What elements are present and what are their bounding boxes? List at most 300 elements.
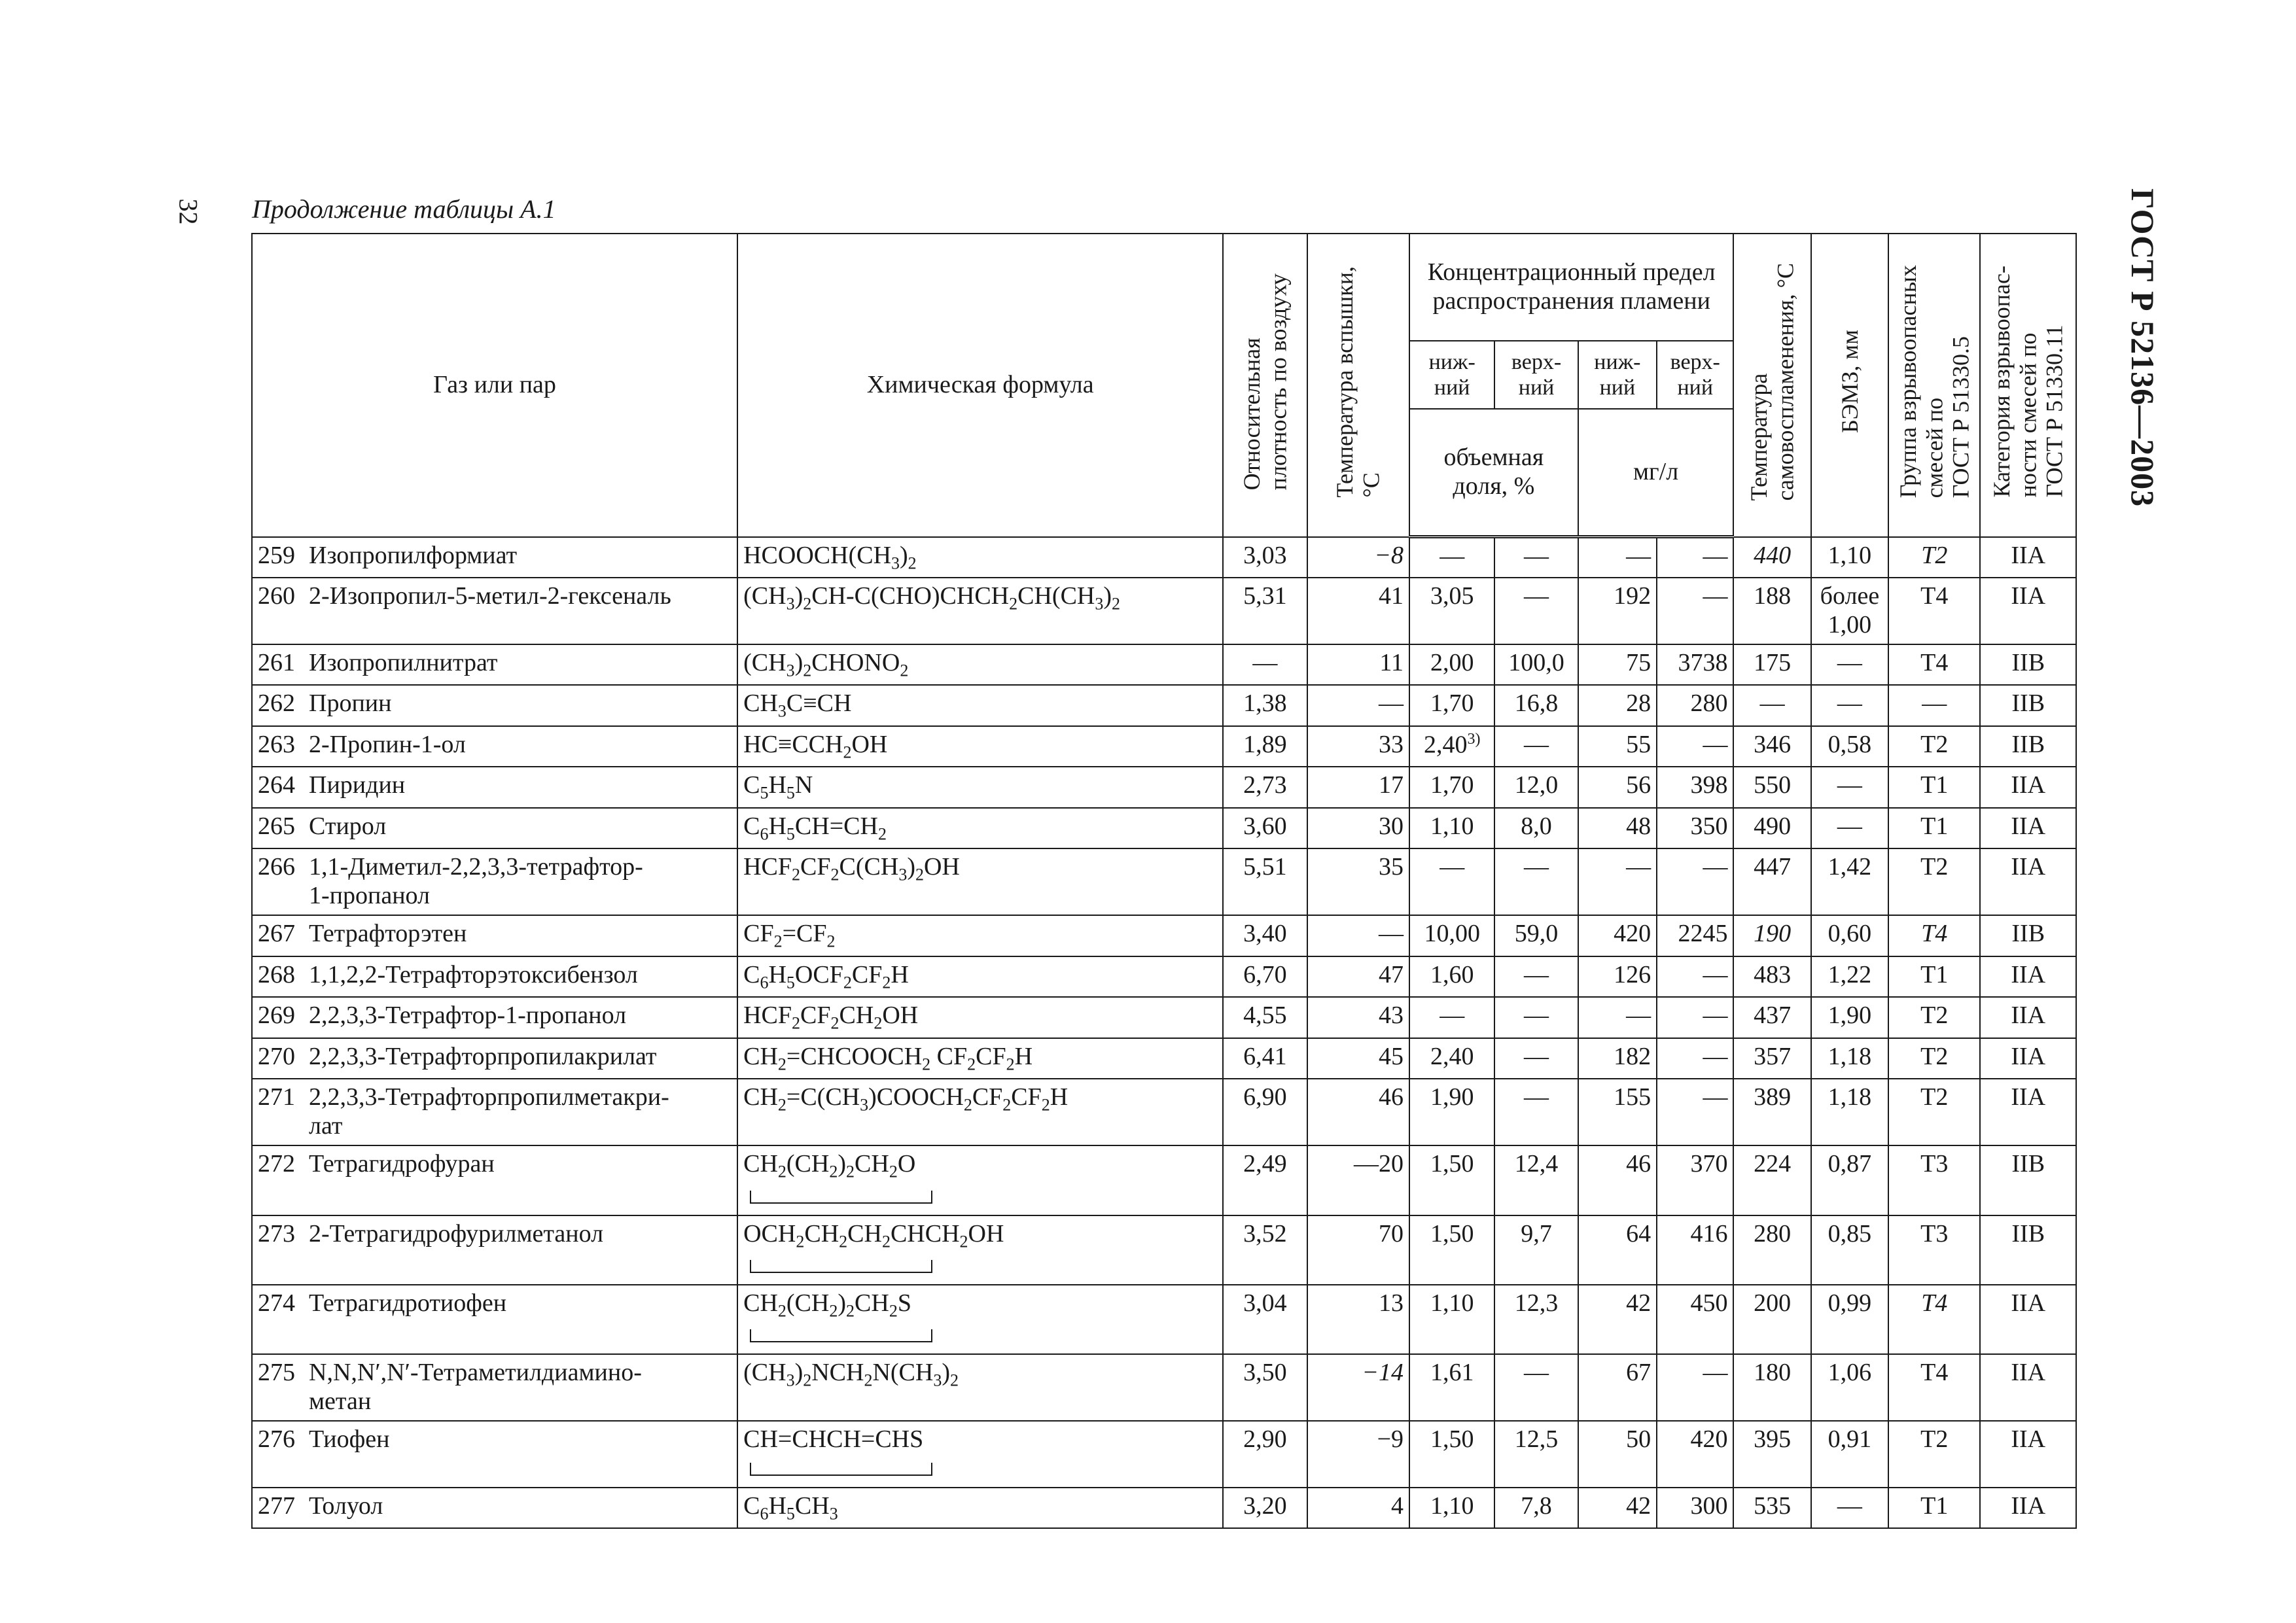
formula-text: $(CH_3)_2CHONO_2$ bbox=[743, 648, 909, 680]
bemz-cell bbox=[1811, 848, 1888, 915]
lower-vol-cell-value: 1,90 bbox=[1430, 1083, 1474, 1111]
upper-vol-cell-value: — bbox=[1524, 1042, 1549, 1070]
bemz-cell bbox=[1811, 537, 1888, 578]
density-cell-value: 3,03 bbox=[1243, 541, 1287, 569]
upper-mgl-cell bbox=[1657, 1421, 1733, 1488]
formula-text: $(CH_3)_2CH-C(CHO)CHCH_2CH(CH_3)_2$ bbox=[743, 582, 1121, 614]
row-number: 273 bbox=[258, 1219, 295, 1248]
autoignition-cell bbox=[1733, 1488, 1810, 1528]
category-cell-value: IIB bbox=[2011, 648, 2045, 676]
autoignition-cell bbox=[1733, 848, 1810, 915]
autoignition-cell-value: 175 bbox=[1754, 648, 1792, 676]
autoignition-cell-value: — bbox=[1759, 689, 1785, 718]
density-cell-value: 6,90 bbox=[1243, 1083, 1287, 1111]
header-category-text: Категория взрывоопас- ности смесей по ГОСТ Р 51330.11 bbox=[1988, 266, 2068, 498]
upper-vol-cell-value: 12,3 bbox=[1514, 1289, 1559, 1317]
flash-point-cell-value: 43 bbox=[1379, 1002, 1404, 1030]
row-number: 262 bbox=[258, 689, 295, 718]
lower-vol-cell-value: 1,50 bbox=[1430, 1425, 1474, 1453]
lower-vol-cell bbox=[1409, 915, 1494, 956]
row-number: 268 bbox=[258, 960, 295, 988]
autoignition-cell bbox=[1733, 726, 1810, 767]
category-cell-value: IIB bbox=[2011, 1219, 2045, 1248]
density-cell bbox=[1223, 1038, 1307, 1079]
formula-cell bbox=[737, 1354, 1223, 1421]
flash-point-cell-value: 33 bbox=[1379, 730, 1404, 758]
flash-point-cell bbox=[1307, 1145, 1409, 1215]
ring-bracket-icon bbox=[750, 1260, 932, 1273]
density-cell bbox=[1223, 644, 1307, 685]
gas-name bbox=[258, 920, 732, 949]
gas-name bbox=[258, 771, 732, 800]
density-cell-value: 2,90 bbox=[1243, 1425, 1287, 1453]
lower-vol-cell bbox=[1409, 1145, 1494, 1215]
upper-mgl-cell bbox=[1657, 1215, 1733, 1285]
formula-text: $C_6H_5CH=CH_2$ bbox=[743, 812, 887, 844]
gas-name-cell bbox=[252, 1354, 737, 1421]
upper-vol-cell bbox=[1494, 1038, 1578, 1079]
gas-name-text: Тетрафторэтен bbox=[309, 920, 467, 948]
bemz-cell bbox=[1811, 1215, 1888, 1285]
upper-mgl-cell-value: — bbox=[1703, 853, 1728, 881]
formula-cell bbox=[737, 578, 1223, 644]
density-cell bbox=[1223, 808, 1307, 848]
autoignition-cell bbox=[1733, 685, 1810, 725]
formula-cell bbox=[737, 1079, 1223, 1145]
flash-point-cell-value: 11 bbox=[1379, 648, 1404, 676]
flash-point-cell bbox=[1307, 1421, 1409, 1488]
lower-mgl-cell-value: 55 bbox=[1626, 730, 1651, 758]
upper-vol-cell bbox=[1494, 1215, 1578, 1285]
formula-cell bbox=[737, 915, 1223, 956]
page-number: 32 bbox=[173, 198, 203, 225]
upper-mgl-cell-value: 350 bbox=[1690, 812, 1728, 840]
group-cell-value: T3 bbox=[1920, 1150, 1949, 1178]
header-autoignition-text: Температура самовоспламенения, °С bbox=[1746, 262, 1799, 501]
autoignition-cell-value: 280 bbox=[1754, 1219, 1792, 1248]
upper-vol-cell-value: 100,0 bbox=[1508, 648, 1564, 676]
gas-name-cell bbox=[252, 915, 737, 956]
density-cell-value: 3,60 bbox=[1243, 812, 1287, 840]
table-row bbox=[252, 1079, 2076, 1145]
density-cell-value: 3,20 bbox=[1243, 1492, 1287, 1520]
flash-point-cell bbox=[1307, 1285, 1409, 1354]
lower-vol-cell bbox=[1409, 1079, 1494, 1145]
flash-point-cell-value: — bbox=[1379, 689, 1404, 718]
lower-vol-cell-value: 10,00 bbox=[1424, 920, 1480, 948]
group-cell bbox=[1888, 1215, 1980, 1285]
header-formula: Химическая формула bbox=[737, 234, 1223, 537]
lower-mgl-cell-value: 182 bbox=[1614, 1042, 1651, 1070]
upper-vol-cell bbox=[1494, 767, 1578, 807]
density-cell-value: 3,50 bbox=[1243, 1358, 1287, 1386]
group-cell-value: — bbox=[1922, 689, 1947, 718]
gas-name-cell bbox=[252, 685, 737, 725]
upper-mgl-cell-value: 3738 bbox=[1678, 648, 1728, 676]
category-cell bbox=[1980, 997, 2076, 1038]
category-cell bbox=[1980, 1285, 2076, 1354]
lower-mgl-cell-value: — bbox=[1626, 853, 1651, 881]
category-cell-value: IIA bbox=[2011, 853, 2046, 881]
upper-mgl-cell bbox=[1657, 956, 1733, 997]
gas-name bbox=[258, 689, 732, 718]
formula-cell bbox=[737, 1145, 1223, 1215]
table-row bbox=[252, 644, 2076, 685]
lower-vol-cell bbox=[1409, 997, 1494, 1038]
upper-vol-cell-value: 8,0 bbox=[1521, 812, 1552, 840]
density-cell bbox=[1223, 1285, 1307, 1354]
autoignition-cell-value: 188 bbox=[1754, 582, 1792, 610]
flash-point-cell-value: — bbox=[1379, 920, 1404, 948]
autoignition-cell bbox=[1733, 1215, 1810, 1285]
bemz-cell bbox=[1811, 578, 1888, 644]
group-cell bbox=[1888, 848, 1980, 915]
formula-cell bbox=[737, 767, 1223, 807]
table-row bbox=[252, 997, 2076, 1038]
category-cell-value: IIB bbox=[2011, 689, 2045, 718]
formula-cell bbox=[737, 1038, 1223, 1079]
gas-name-text: 2,2,3,3-Тетрафтор-1-пропанол bbox=[309, 1002, 627, 1030]
lower-mgl-cell bbox=[1578, 767, 1657, 807]
autoignition-cell bbox=[1733, 915, 1810, 956]
category-cell bbox=[1980, 1354, 2076, 1421]
lower-vol-cell bbox=[1409, 537, 1494, 578]
gas-name bbox=[258, 582, 732, 611]
upper-vol-cell-value: 16,8 bbox=[1514, 689, 1559, 718]
bemz-cell bbox=[1811, 1079, 1888, 1145]
bemz-cell-value: 1,42 bbox=[1828, 853, 1872, 881]
autoignition-cell bbox=[1733, 644, 1810, 685]
formula-text: $C_6H_5CH_3$ bbox=[743, 1492, 838, 1524]
lower-vol-cell bbox=[1409, 1038, 1494, 1079]
upper-mgl-cell-value: — bbox=[1703, 960, 1728, 988]
header-gas: Газ или пар bbox=[252, 234, 737, 537]
formula-text: CH=CHCH=CHS bbox=[743, 1425, 924, 1453]
row-number: 274 bbox=[258, 1289, 295, 1317]
category-cell bbox=[1980, 1215, 2076, 1285]
category-cell-value: IIA bbox=[2011, 1358, 2046, 1386]
flash-point-cell-value: 46 bbox=[1379, 1083, 1404, 1111]
gas-name-text: 2-Тетрагидрофурилметанол bbox=[309, 1219, 604, 1248]
category-cell bbox=[1980, 956, 2076, 997]
gas-name-cell bbox=[252, 767, 737, 807]
lower-mgl-cell bbox=[1578, 537, 1657, 578]
bemz-cell-value: более 1,00 bbox=[1820, 582, 1880, 638]
autoignition-cell-value: 437 bbox=[1754, 1002, 1792, 1030]
upper-vol-cell bbox=[1494, 956, 1578, 997]
group-cell bbox=[1888, 1285, 1980, 1354]
category-cell-value: IIA bbox=[2011, 582, 2046, 610]
density-cell bbox=[1223, 1079, 1307, 1145]
group-cell bbox=[1888, 1145, 1980, 1215]
autoignition-cell-value: 346 bbox=[1754, 730, 1792, 758]
upper-vol-cell bbox=[1494, 848, 1578, 915]
lower-mgl-cell-value: 155 bbox=[1614, 1083, 1651, 1111]
bemz-cell-value: — bbox=[1837, 648, 1862, 676]
gas-name bbox=[258, 812, 732, 841]
gas-name-text: N,N,N′,N′-Тетраметилдиамино- метан bbox=[309, 1358, 642, 1415]
bemz-cell-value: — bbox=[1837, 689, 1862, 718]
lower-vol-cell-value: 1,61 bbox=[1430, 1358, 1474, 1386]
group-cell bbox=[1888, 915, 1980, 956]
header-density-text: Относительная плотность по воздуху bbox=[1239, 273, 1292, 491]
upper-mgl-cell bbox=[1657, 1079, 1733, 1145]
group-cell-value: T4 bbox=[1921, 920, 1948, 948]
upper-mgl-cell-value: 398 bbox=[1690, 771, 1728, 799]
autoignition-cell bbox=[1733, 767, 1810, 807]
category-cell bbox=[1980, 726, 2076, 767]
gas-name-cell bbox=[252, 956, 737, 997]
header-lower-mgl: ниж- ний bbox=[1578, 341, 1657, 409]
flash-point-cell bbox=[1307, 1354, 1409, 1421]
density-cell-value: 3,04 bbox=[1243, 1289, 1287, 1317]
table-row bbox=[252, 848, 2076, 915]
upper-mgl-cell bbox=[1657, 1354, 1733, 1421]
upper-vol-cell-value: — bbox=[1524, 1002, 1549, 1030]
flash-point-cell-value: —20 bbox=[1354, 1150, 1404, 1178]
formula-text: $C_5H_5N$ bbox=[743, 771, 813, 803]
flash-point-cell bbox=[1307, 808, 1409, 848]
lower-vol-cell-value: — bbox=[1439, 853, 1465, 881]
upper-vol-cell-value: — bbox=[1524, 853, 1549, 881]
lower-vol-cell bbox=[1409, 956, 1494, 997]
flash-point-cell bbox=[1307, 915, 1409, 956]
upper-mgl-cell bbox=[1657, 1488, 1733, 1528]
row-number: 270 bbox=[258, 1042, 295, 1070]
autoignition-cell bbox=[1733, 578, 1810, 644]
lower-vol-cell bbox=[1409, 1285, 1494, 1354]
formula-text: $CH_2(CH_2)_2CH_2O$ bbox=[743, 1150, 916, 1181]
flash-point-cell-value: −14 bbox=[1362, 1358, 1404, 1386]
lower-mgl-cell-value: 192 bbox=[1614, 582, 1651, 610]
lower-vol-cell bbox=[1409, 767, 1494, 807]
autoignition-cell-value: 447 bbox=[1754, 853, 1792, 881]
lower-vol-cell-value: 1,10 bbox=[1430, 1492, 1474, 1520]
lower-vol-cell-footnote: 3) bbox=[1467, 730, 1481, 748]
header-bemz-text: БЭМЗ, мм bbox=[1836, 330, 1863, 434]
gas-name-text: Изопропилнитрат bbox=[309, 648, 498, 676]
formula-cell bbox=[737, 808, 1223, 848]
upper-mgl-cell bbox=[1657, 1285, 1733, 1354]
autoignition-cell bbox=[1733, 997, 1810, 1038]
density-cell-value: 1,89 bbox=[1243, 730, 1287, 758]
lower-vol-cell bbox=[1409, 1421, 1494, 1488]
gas-name-cell bbox=[252, 537, 737, 578]
bemz-cell bbox=[1811, 685, 1888, 725]
formula-text: $(CH_3)_2NCH_2N(CH_3)_2$ bbox=[743, 1358, 959, 1390]
category-cell bbox=[1980, 578, 2076, 644]
upper-mgl-cell bbox=[1657, 578, 1733, 644]
gas-name-cell bbox=[252, 1079, 737, 1145]
lower-mgl-cell-value: 75 bbox=[1626, 648, 1651, 676]
bemz-cell-value: 1,90 bbox=[1828, 1002, 1872, 1030]
lower-mgl-cell bbox=[1578, 1354, 1657, 1421]
lower-vol-cell-value: 3,05 bbox=[1430, 582, 1474, 610]
lower-vol-cell-value: — bbox=[1439, 1002, 1465, 1030]
upper-mgl-cell-value: — bbox=[1703, 1042, 1728, 1070]
upper-vol-cell bbox=[1494, 1079, 1578, 1145]
row-number: 266 bbox=[258, 853, 295, 881]
group-cell-value: T2 bbox=[1920, 1042, 1949, 1070]
formula-text: $CH_3C\equiv CH$ bbox=[743, 689, 852, 722]
gas-name-text: Стирол bbox=[309, 812, 387, 840]
lower-mgl-cell bbox=[1578, 915, 1657, 956]
lower-vol-cell-value: 2,40 bbox=[1423, 731, 1468, 759]
category-cell bbox=[1980, 808, 2076, 848]
autoignition-cell-value: 395 bbox=[1754, 1425, 1792, 1453]
group-cell-value: T1 bbox=[1920, 960, 1949, 988]
upper-mgl-cell-value: 416 bbox=[1690, 1219, 1728, 1248]
group-cell bbox=[1888, 1488, 1980, 1528]
category-cell bbox=[1980, 848, 2076, 915]
bemz-cell-value: 1,06 bbox=[1828, 1358, 1872, 1386]
gas-name-text: 2-Пропин-1-ол bbox=[309, 730, 466, 758]
lower-vol-cell-value: 1,50 bbox=[1430, 1150, 1474, 1178]
header-volume-fraction: объемная доля, % bbox=[1409, 409, 1578, 537]
group-cell bbox=[1888, 578, 1980, 644]
upper-mgl-cell bbox=[1657, 726, 1733, 767]
gas-name bbox=[258, 1002, 732, 1030]
table-row bbox=[252, 956, 2076, 997]
gas-name bbox=[258, 853, 732, 910]
header-lower-vol: ниж- ний bbox=[1409, 341, 1494, 409]
upper-vol-cell-value: 12,0 bbox=[1514, 771, 1559, 799]
lower-mgl-cell-value: — bbox=[1626, 1002, 1651, 1030]
lower-mgl-cell bbox=[1578, 848, 1657, 915]
row-number: 275 bbox=[258, 1358, 295, 1386]
upper-mgl-cell-value: 450 bbox=[1690, 1289, 1728, 1317]
lower-mgl-cell bbox=[1578, 685, 1657, 725]
group-cell-value: T4 bbox=[1920, 648, 1949, 676]
upper-vol-cell bbox=[1494, 1421, 1578, 1488]
header-flash-text: Температура вспышки, °С bbox=[1332, 266, 1385, 498]
gas-name-text: 2,2,3,3-Тетрафторпропилакрилат bbox=[309, 1042, 657, 1070]
group-cell bbox=[1888, 537, 1980, 578]
flash-point-cell-value: 35 bbox=[1379, 853, 1404, 881]
row-number: 260 bbox=[258, 582, 295, 610]
category-cell bbox=[1980, 1038, 2076, 1079]
header-upper-vol: верх- ний bbox=[1494, 341, 1578, 409]
formula-text: $HC\equiv CCH_2OH$ bbox=[743, 730, 888, 762]
density-cell bbox=[1223, 1145, 1307, 1215]
gas-name-text: 2-Изопропил-5-метил-2-гексеналь bbox=[309, 582, 671, 610]
gas-name-cell bbox=[252, 1488, 737, 1528]
formula-text: $HCF_2CF_2C(CH_3)_2OH$ bbox=[743, 853, 960, 884]
category-cell bbox=[1980, 1421, 2076, 1488]
lower-vol-cell bbox=[1409, 1354, 1494, 1421]
density-cell-value: 5,51 bbox=[1243, 853, 1287, 881]
group-cell bbox=[1888, 767, 1980, 807]
upper-vol-cell-value: — bbox=[1524, 1083, 1549, 1111]
category-cell bbox=[1980, 1488, 2076, 1528]
row-number: 264 bbox=[258, 771, 295, 799]
upper-vol-cell bbox=[1494, 915, 1578, 956]
gas-name bbox=[258, 1083, 732, 1140]
lower-vol-cell-value: 1,70 bbox=[1430, 689, 1474, 718]
upper-mgl-cell bbox=[1657, 685, 1733, 725]
formula-text: $HCOOCH(CH_3)_2$ bbox=[743, 541, 917, 573]
lower-vol-cell-value: 1,10 bbox=[1430, 812, 1474, 840]
density-cell-value: 6,70 bbox=[1243, 960, 1287, 988]
flash-point-cell bbox=[1307, 644, 1409, 685]
upper-vol-cell bbox=[1494, 685, 1578, 725]
gas-name-text: Изопропилформиат bbox=[309, 541, 518, 569]
density-cell-value: 6,41 bbox=[1243, 1042, 1287, 1070]
flash-point-cell bbox=[1307, 685, 1409, 725]
density-cell-value: — bbox=[1252, 648, 1278, 676]
upper-mgl-cell bbox=[1657, 537, 1733, 578]
lower-mgl-cell bbox=[1578, 644, 1657, 685]
upper-vol-cell-value: 12,5 bbox=[1514, 1425, 1559, 1453]
row-number: 259 bbox=[258, 541, 295, 569]
lower-mgl-cell-value: 46 bbox=[1626, 1150, 1651, 1178]
autoignition-cell bbox=[1733, 1038, 1810, 1079]
gas-name-cell bbox=[252, 644, 737, 685]
lower-vol-cell-value: 1,50 bbox=[1430, 1219, 1474, 1248]
autoignition-cell bbox=[1733, 808, 1810, 848]
lower-vol-cell-value: 2,00 bbox=[1430, 648, 1474, 676]
bemz-cell bbox=[1811, 1354, 1888, 1421]
group-cell-value: T4 bbox=[1920, 1358, 1949, 1386]
row-number: 271 bbox=[258, 1083, 295, 1111]
gas-name bbox=[258, 1220, 732, 1249]
flash-point-cell-value: 30 bbox=[1379, 812, 1404, 840]
gas-name-cell bbox=[252, 1421, 737, 1488]
flash-point-cell bbox=[1307, 578, 1409, 644]
table-row bbox=[252, 685, 2076, 725]
category-cell-value: IIA bbox=[2011, 771, 2046, 799]
lower-mgl-cell-value: 42 bbox=[1626, 1289, 1651, 1317]
flash-point-cell bbox=[1307, 726, 1409, 767]
table-row bbox=[252, 1145, 2076, 1215]
density-cell bbox=[1223, 915, 1307, 956]
formula-cell bbox=[737, 644, 1223, 685]
upper-mgl-cell-value: 2245 bbox=[1678, 920, 1728, 948]
gas-name-cell bbox=[252, 1145, 737, 1215]
category-cell-value: IIB bbox=[2011, 920, 2045, 948]
upper-vol-cell bbox=[1494, 644, 1578, 685]
flash-point-cell-value: 45 bbox=[1379, 1042, 1404, 1070]
lower-mgl-cell-value: 28 bbox=[1626, 689, 1651, 718]
lower-vol-cell-value: 1,60 bbox=[1430, 960, 1474, 988]
upper-mgl-cell bbox=[1657, 997, 1733, 1038]
bemz-cell bbox=[1811, 915, 1888, 956]
lower-vol-cell-value: 1,70 bbox=[1430, 771, 1474, 799]
table-row bbox=[252, 578, 2076, 644]
upper-mgl-cell-value: 300 bbox=[1690, 1492, 1728, 1520]
upper-mgl-cell-value: 280 bbox=[1690, 689, 1728, 718]
bemz-cell-value: 0,91 bbox=[1828, 1425, 1872, 1453]
lower-mgl-cell bbox=[1578, 726, 1657, 767]
document-title: ГОСТ Р 52136—2003 bbox=[2125, 188, 2161, 508]
lower-mgl-cell bbox=[1578, 578, 1657, 644]
autoignition-cell bbox=[1733, 537, 1810, 578]
upper-vol-cell-value: — bbox=[1524, 542, 1549, 570]
formula-cell bbox=[737, 956, 1223, 997]
autoignition-cell bbox=[1733, 1145, 1810, 1215]
gas-name-text: Тетрагидрофуран bbox=[309, 1150, 495, 1178]
upper-mgl-cell-value: — bbox=[1703, 730, 1728, 758]
flash-point-cell-value: 47 bbox=[1379, 960, 1404, 988]
autoignition-cell bbox=[1733, 1421, 1810, 1488]
lower-vol-cell bbox=[1409, 848, 1494, 915]
group-cell-value: T2 bbox=[1920, 1425, 1949, 1453]
flash-point-cell-value: 70 bbox=[1379, 1219, 1404, 1248]
group-cell-value: T2 bbox=[1920, 1002, 1949, 1030]
gas-name-text: 1,1,2,2-Тетрафторэтоксибензол bbox=[309, 960, 638, 988]
ring-bracket-icon bbox=[750, 1191, 932, 1204]
group-cell-value: T1 bbox=[1920, 812, 1949, 840]
